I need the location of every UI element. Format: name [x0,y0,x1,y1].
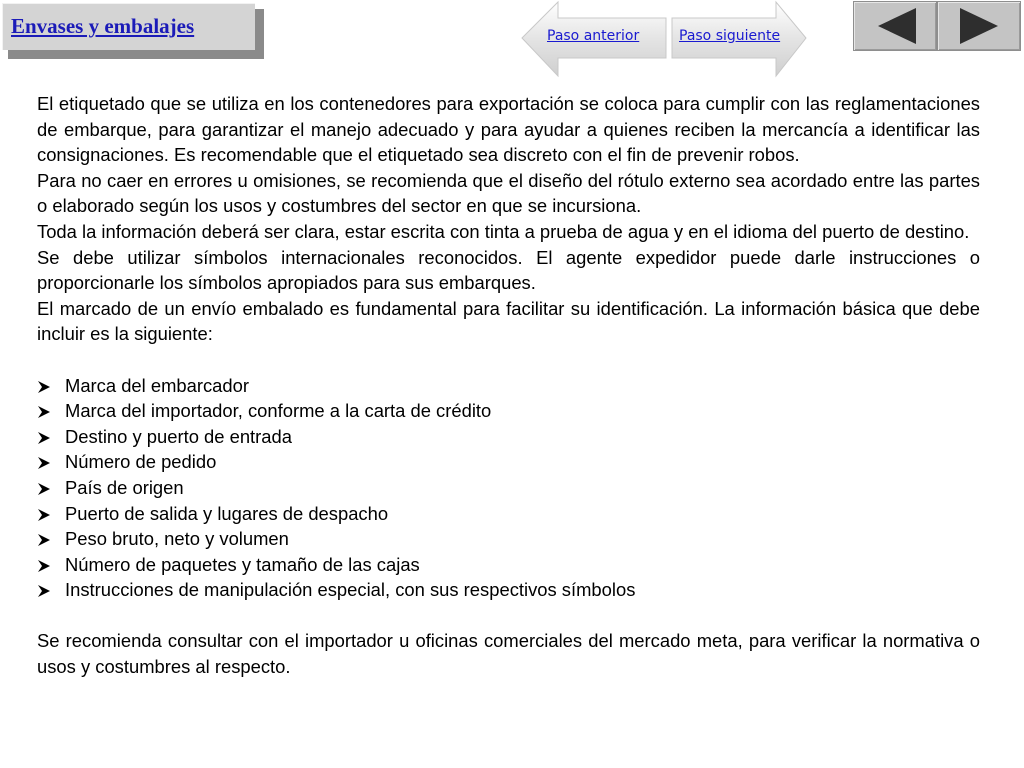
list-item-text: Puerto de salida y lugares de despacho [65,502,389,524]
arrowhead-bullet-icon [37,456,51,470]
closing-paragraph: Se recomienda consultar con el importador u oficinas comerciales del mercado meta, para verificar la normativa o usos y costumbres al respecto. [37,630,980,678]
arrowhead-bullet-icon [37,405,51,419]
back-button[interactable] [853,1,937,51]
slide-nav-buttons [853,1,1021,51]
paragraph: El etiquetado que se utiliza en los contenedores para exportación se coloca para cumplir con las reglamentaciones de embarque, para garantizar el manejo adecuado y para ayudar a quienes reciben la mercancía a identificar las consignaciones. Es recomendable que el etiquetado sea discreto con el fin de prevenir robos. [37,93,980,166]
list-item-text: Número de paquetes y tamaño de las cajas [65,553,420,575]
arrowhead-bullet-icon [37,533,51,547]
spacer [37,347,980,373]
list-item [37,475,980,501]
list-item-text: Instrucciones de manipulación especial, con sus respectivos símbolos [65,579,636,601]
list-item [37,501,980,527]
list-item-text: Marca del importador, conforme a la carta de crédito [65,400,492,422]
prev-step-link[interactable]: Paso anterior [547,28,640,44]
triangle-right-icon [938,2,1020,50]
arrowhead-bullet-icon [37,380,51,394]
list-item [37,449,980,475]
triangle-left-icon [854,2,936,50]
paragraph: El marcado de un envío embalado es fundamental para facilitar su identificación. La información básica que debe incluir es la siguiente: [37,297,980,345]
forward-button[interactable] [937,1,1021,51]
list-item [37,398,980,424]
list-item [37,424,980,450]
arrowhead-bullet-icon [37,559,51,573]
paragraph: Para no caer en errores u omisiones, se recomienda que el diseño del rótulo externo sea acordado entre las partes o elaborado según los usos y costumbres del sector en que se incursiona. [37,169,980,217]
arrowhead-bullet-icon [37,482,51,496]
arrowhead-bullet-icon [37,584,51,598]
paragraph: Toda la información deberá ser clara, estar escrita con tinta a prueba de agua y en el idioma del puerto de destino. [37,220,970,242]
list-item [37,526,980,552]
page-title-box [2,3,264,59]
main-content [37,91,980,680]
list-item-text: País de origen [65,476,184,498]
step-navigation [520,0,808,78]
arrowhead-bullet-icon [37,431,51,445]
page-title[interactable]: Envases y embalajes [11,14,195,38]
list-item-text: Peso bruto, neto y volumen [65,528,289,550]
list-item-text: Marca del embarcador [65,374,249,396]
arrowhead-bullet-icon [37,508,51,522]
paragraph: Se debe utilizar símbolos internacionales reconocidos. El agente expedidor puede darle instrucciones o proporcionarle los símbolos apropiados para sus embarques. [37,246,980,294]
next-step-link[interactable]: Paso siguiente [679,28,781,44]
list-item [37,373,980,399]
list-item-text: Destino y puerto de entrada [65,425,292,447]
list-item [37,577,980,603]
title-panel [2,3,255,50]
list-item-text: Número de pedido [65,451,217,473]
list-item [37,552,980,578]
info-list [37,373,980,603]
spacer [37,603,980,629]
